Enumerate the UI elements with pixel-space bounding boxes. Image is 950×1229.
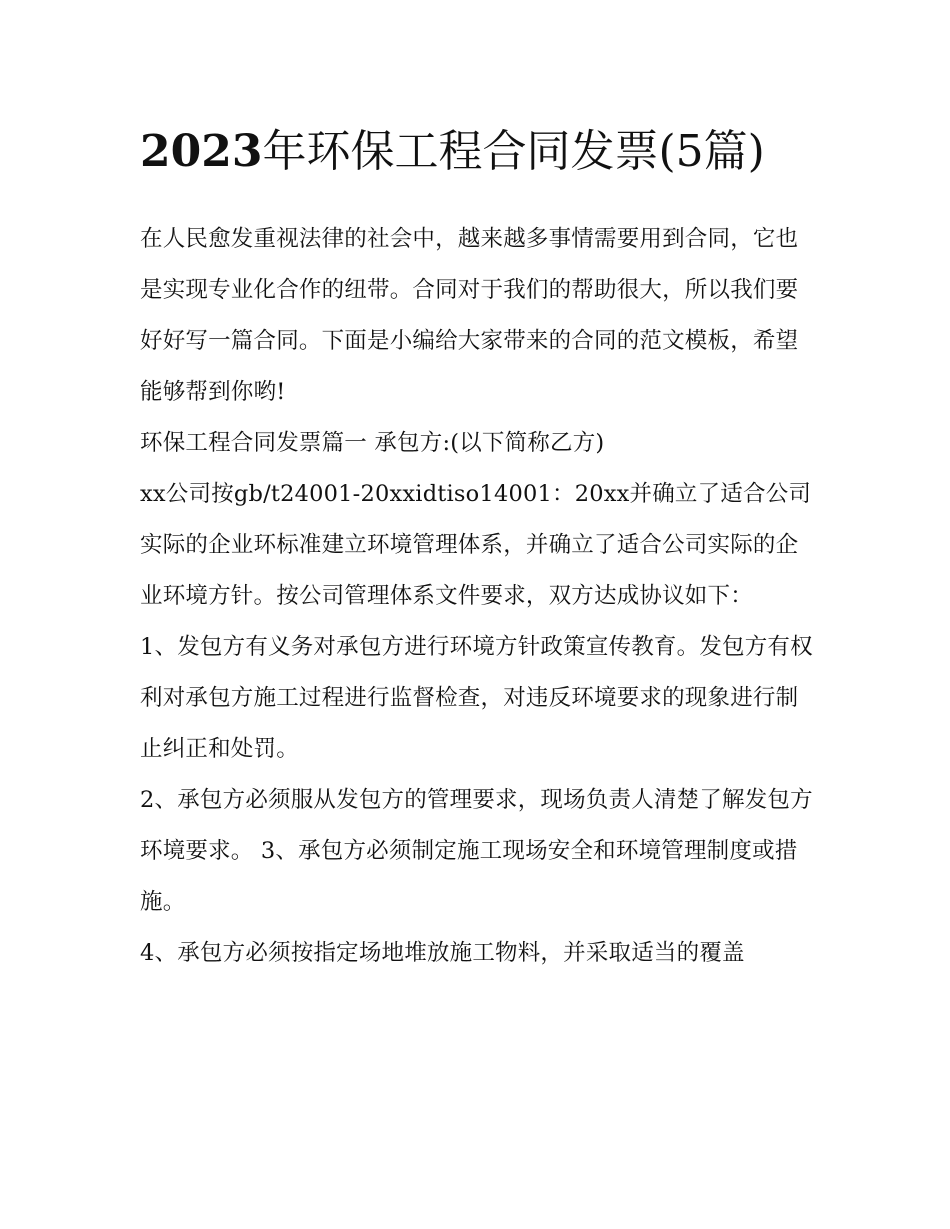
document-page xyxy=(140,118,815,979)
clause-4-paragraph: 4、承包方必须按指定场地堆放施工物料，并采取适当的覆盖 xyxy=(140,940,745,966)
title-number: 2023 xyxy=(140,126,263,177)
document-title xyxy=(140,118,815,186)
clause-2-3-paragraph: 2、承包方必须服从发包方的管理要求，现场负责人清楚了解发包方环境要求。 3、承包方必须制定施工现场安全和环境管理制度或措施。 xyxy=(140,787,813,915)
intro-paragraph: 在人民愈发重视法律的社会中，越来越多事情需要用到合同，它也是实现专业化合作的纽带。合同对于我们的帮助很大，所以我们要好好写一篇合同。下面是小编给大家带来的合同的范文模板，希望能够帮到你哟! xyxy=(140,226,799,405)
title-text: 年环保工程合同发票(5篇) xyxy=(262,126,765,177)
section-heading-paragraph: 环保工程合同发票篇一 承包方:(以下简称乙方) xyxy=(140,430,605,456)
clause-1-paragraph: 1、发包方有义务对承包方进行环境方针政策宣传教育。发包方有权利对承包方施工过程进行监督检查，对违反环境要求的现象进行制止纠正和处罚。 xyxy=(140,634,813,762)
company-paragraph: xx公司按gb/t24001-20xxidtiso14001：20xx并确立了适合公司实际的企业环标准建立环境管理体系，并确立了适合公司实际的企业环境方针。按公司管理体系文件要求，双方达成协议如下： xyxy=(140,481,812,609)
